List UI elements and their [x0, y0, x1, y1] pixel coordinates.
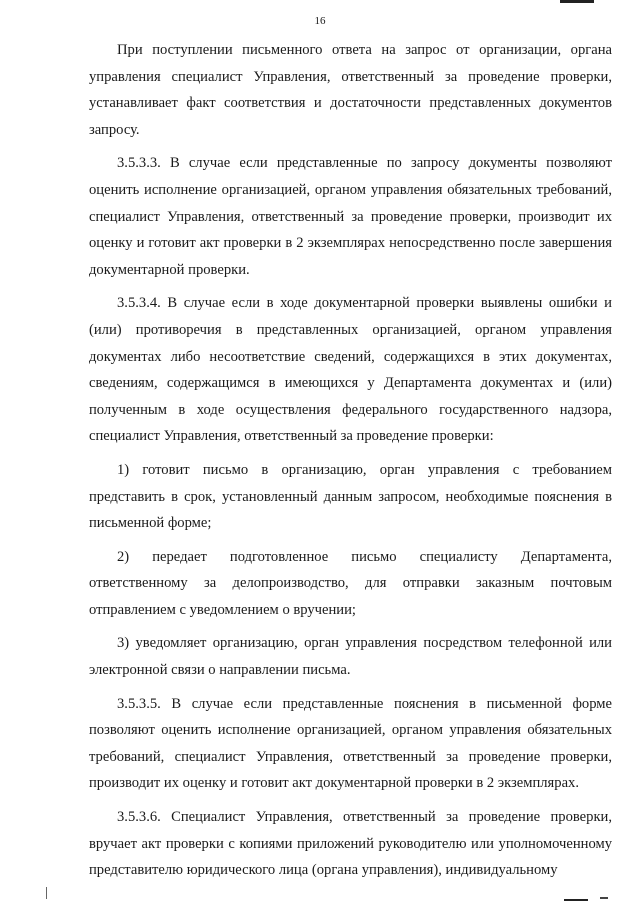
scan-artifact	[600, 897, 608, 899]
paragraph-response-received: При поступлении письменного ответа на запрос от организации, органа управления специалист Управления, ответственный за проведение проверки, устанавливает факт соответствия и достаточности представленных документов запросу.	[89, 42, 612, 138]
paragraph-3-5-3-6: 3.5.3.6. Специалист Управления, ответственный за проведение проверки, вручает акт проверки с копиями приложений руководителю или уполномоченному представителю юридического лица (органа управления), индивидуальному	[89, 809, 612, 879]
scan-artifact	[46, 887, 47, 899]
scan-artifact	[560, 0, 594, 3]
list-item-2: 2) передает подготовленное письмо специалисту Департамента, ответственному за делопроизводство, для отправки заказным почтовым отправлением с уведомлением о вручении;	[89, 548, 612, 618]
list-item-3: 3) уведомляет организацию, орган управления посредством телефонной или электронной связи о направлении письма.	[89, 635, 612, 679]
paragraph-3-5-3-4: 3.5.3.4. В случае если в ходе документарной проверки выявлены ошибки и (или) противоречия в представленных организацией, органом управления документах либо несоответствие сведений, содержащихся в этих документах, сведениям, содержащимся в имеющихся у Департамента документах и (или) полученным в ходе осуществления федерального государственного надзора, специалист Управления, ответственный за проведение проверки:	[89, 295, 612, 445]
list-item-1: 1) готовит письмо в организацию, орган управления с требованием представить в срок, установленный данным запросом, необходимые пояснения в письменной форме;	[89, 461, 612, 532]
page-number: 16	[314, 15, 326, 27]
document-body	[89, 37, 612, 891]
scan-artifact	[564, 899, 588, 901]
paragraph-3-5-3-3: 3.5.3.3. В случае если представленные по запросу документы позволяют оценить исполнение организацией, органом управления обязательных требований, специалист Управления, ответственный за проведение проверки, производит их оценку и готовит акт проверки в 2 экземплярах непосредственно после завершения документарной проверки.	[89, 155, 612, 278]
paragraph-3-5-3-5: 3.5.3.5. В случае если представленные пояснения в письменной форме позволяют оценить исполнение организацией, органом управления обязательных требований, специалист Управления, ответственный за проведение проверки, производит их оценку и готовит акт документарной проверки в 2 экземплярах.	[89, 695, 612, 792]
